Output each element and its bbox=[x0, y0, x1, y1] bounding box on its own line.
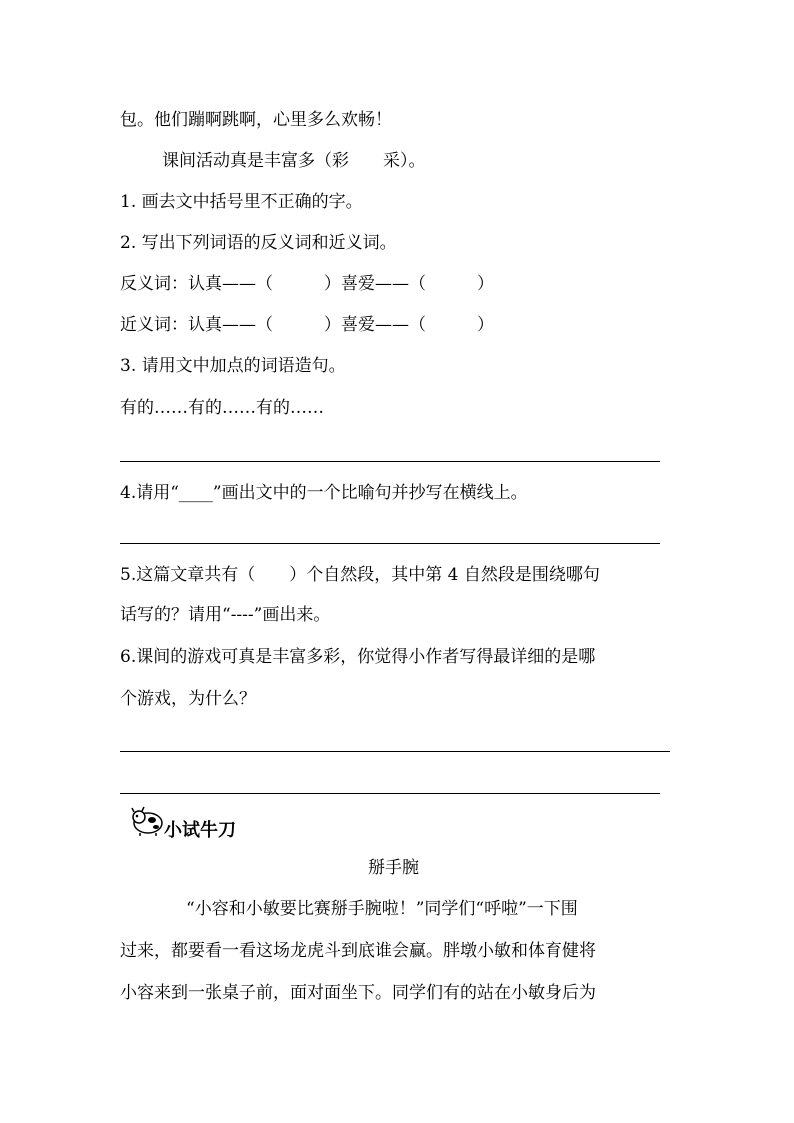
answer-line bbox=[120, 543, 660, 544]
question-5-line-2: 话写的？请用“----”画出来。 bbox=[120, 605, 331, 625]
paragraph-line-1: 包。他们蹦啊跳啊，心里多么欢畅！ bbox=[120, 110, 392, 130]
story-line-3: 小容来到一张桌子前，面对面坐下。同学们有的站在小敏身后为 bbox=[120, 983, 596, 1003]
answer-line bbox=[120, 793, 660, 794]
section-title: 小试牛刀 bbox=[164, 820, 236, 841]
question-6-line-2: 个游戏，为什么？ bbox=[120, 689, 256, 709]
story-title: 掰手腕 bbox=[368, 858, 419, 878]
question-3: 3. 请用文中加点的词语造句。 bbox=[120, 356, 346, 376]
question-4: 4.请用“____”画出文中的一个比喻句并抄写在横线上。 bbox=[120, 483, 528, 503]
antonym-row: 反义词：认真——（ ）喜爱——（ ） bbox=[120, 274, 494, 294]
paragraph-line-2: 课间活动真是丰富多（彩 采）。 bbox=[162, 151, 426, 171]
question-2: 2. 写出下列词语的反义词和近义词。 bbox=[120, 233, 397, 253]
question-5-line-1: 5.这篇文章共有（ ）个自然段，其中第 4 自然段是围绕哪句 bbox=[120, 565, 600, 585]
question-6-line-1: 6.课间的游戏可真是丰富多彩，你觉得小作者写得最详细的是哪 bbox=[120, 647, 596, 667]
story-line-1: “小容和小敏要比赛掰手腕啦！”同学们“呼啦”一下围 bbox=[186, 899, 578, 919]
cow-mascot-icon bbox=[130, 806, 164, 836]
answer-line bbox=[120, 751, 670, 752]
question-1: 1. 画去文中括号里不正确的字。 bbox=[120, 192, 363, 212]
answer-line bbox=[120, 461, 660, 462]
synonym-row: 近义词：认真——（ ）喜爱——（ ） bbox=[120, 315, 494, 335]
sentence-pattern: 有的……有的……有的…… bbox=[120, 398, 324, 418]
story-line-2: 过来，都要看一看这场龙虎斗到底谁会赢。胖墩小敏和体育健将 bbox=[120, 941, 596, 961]
